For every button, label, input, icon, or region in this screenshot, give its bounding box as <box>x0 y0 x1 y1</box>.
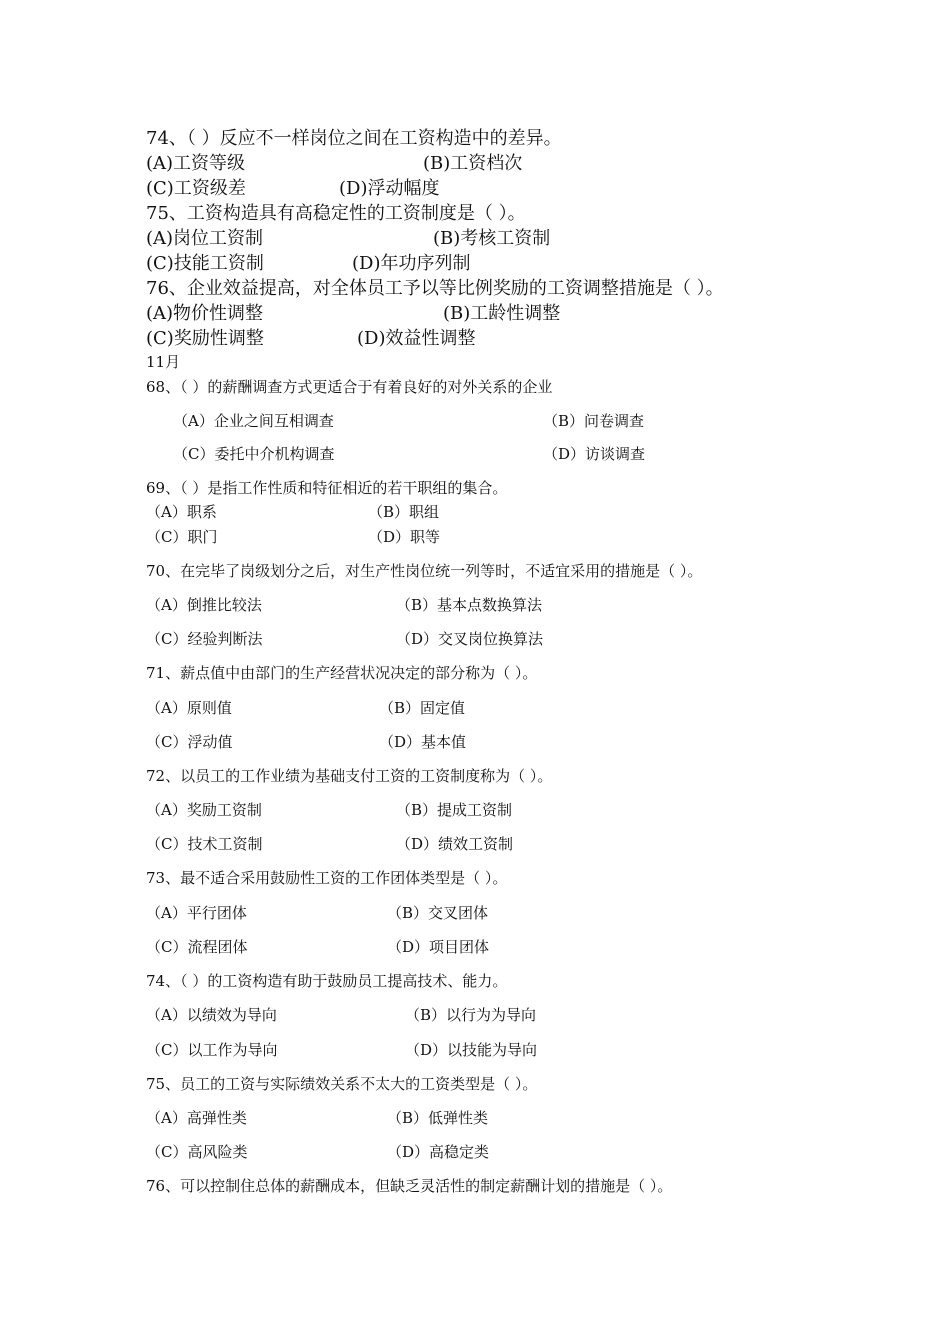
option-d: （D）交叉岗位换算法 <box>396 630 544 648</box>
option-d: (D)浮动幅度 <box>339 178 440 199</box>
option-b: （B）基本点数换算法 <box>396 596 543 614</box>
option-c: （C）浮动值 <box>146 733 233 751</box>
option-b: (B)考核工资制 <box>433 228 551 249</box>
option-a: （A）奖励工资制 <box>146 801 262 819</box>
option-c: (C)技能工资制 <box>146 253 264 274</box>
question-stem: 76、可以控制住总体的薪酬成本，但缺乏灵活性的制定薪酬计划的措施是（ ）。 <box>146 1177 673 1195</box>
option-b: （B）固定值 <box>379 699 466 717</box>
option-a: （A）原则值 <box>146 699 232 717</box>
option-a: (A)岗位工资制 <box>146 228 264 249</box>
option-d: （D）以技能为导向 <box>405 1041 538 1059</box>
question-stem: 75、员工的工资与实际绩效关系不太大的工资类型是（ ）。 <box>146 1075 538 1093</box>
question-stem: 73、最不适合采用鼓励性工资的工作团体类型是（ ）。 <box>146 869 508 887</box>
option-d: （D）访谈调查 <box>543 445 646 463</box>
option-a: (A)工资等级 <box>146 153 246 174</box>
question-stem: 70、在完毕了岗级划分之后，对生产性岗位统一列等时，不适宜采用的措施是（ ）。 <box>146 562 703 580</box>
option-b: （B）以行为为导向 <box>405 1006 537 1024</box>
option-d: （D）基本值 <box>379 733 467 751</box>
option-c: (C)工资级差 <box>146 178 246 199</box>
option-a: （A）企业之间互相调查 <box>173 412 334 430</box>
option-b: （B）问卷调查 <box>543 412 645 430</box>
option-d: （D）项目团体 <box>387 938 490 956</box>
option-b: （B）提成工资制 <box>396 801 513 819</box>
question-stem: 71、薪点值中由部门的生产经营状况决定的部分称为（ ）。 <box>146 664 538 682</box>
option-d: (D)年功序列制 <box>352 253 471 274</box>
option-c: （C）经验判断法 <box>146 630 263 648</box>
option-c: （C）技术工资制 <box>146 835 263 853</box>
option-a: （A）高弹性类 <box>146 1109 247 1127</box>
question-stem: 75、工资构造具有高稳定性的工资制度是（ ）。 <box>146 203 526 224</box>
option-c: （C）职门 <box>146 528 218 546</box>
question-stem: 74、（ ）的工资构造有助于鼓励员工提高技术、能力。 <box>146 972 508 990</box>
option-d: （D）绩效工资制 <box>396 835 514 853</box>
option-b: (B)工资档次 <box>423 153 523 174</box>
option-b: （B）交叉团体 <box>387 904 489 922</box>
option-c: （C）高风险类 <box>146 1143 248 1161</box>
question-stem: 76、企业效益提高，对全体员工予以等比例奖励的工资调整措施是（ ）。 <box>146 278 724 299</box>
option-d: （D）职等 <box>368 528 441 546</box>
option-b: (B)工龄性调整 <box>443 303 561 324</box>
option-a: （A）倒推比较法 <box>146 596 262 614</box>
option-a: (A)物价性调整 <box>146 303 264 324</box>
option-c: (C)奖励性调整 <box>146 328 264 349</box>
question-stem: 72、以员工的工作业绩为基础支付工资的工资制度称为（ ）。 <box>146 767 553 785</box>
option-a: （A）以绩效为导向 <box>146 1006 277 1024</box>
option-c: （C）委托中介机构调查 <box>173 445 335 463</box>
question-stem: 74、（ ）反应不一样岗位之间在工资构造中的差异。 <box>146 128 562 149</box>
option-b: （B）低弹性类 <box>387 1109 489 1127</box>
option-d: （D）高稳定类 <box>387 1143 490 1161</box>
option-b: （B）职组 <box>368 503 440 521</box>
month-heading: 11月 <box>146 353 181 371</box>
option-a: （A）职系 <box>146 503 217 521</box>
option-d: (D)效益性调整 <box>357 328 476 349</box>
question-stem: 69、（ ）是指工作性质和特征相近的若干职组的集合。 <box>146 479 508 497</box>
option-c: （C）流程团体 <box>146 938 248 956</box>
option-c: （C）以工作为导向 <box>146 1041 278 1059</box>
option-a: （A）平行团体 <box>146 904 247 922</box>
question-stem: 68、（ ）的薪酬调查方式更适合于有着良好的对外关系的企业 <box>146 378 553 396</box>
